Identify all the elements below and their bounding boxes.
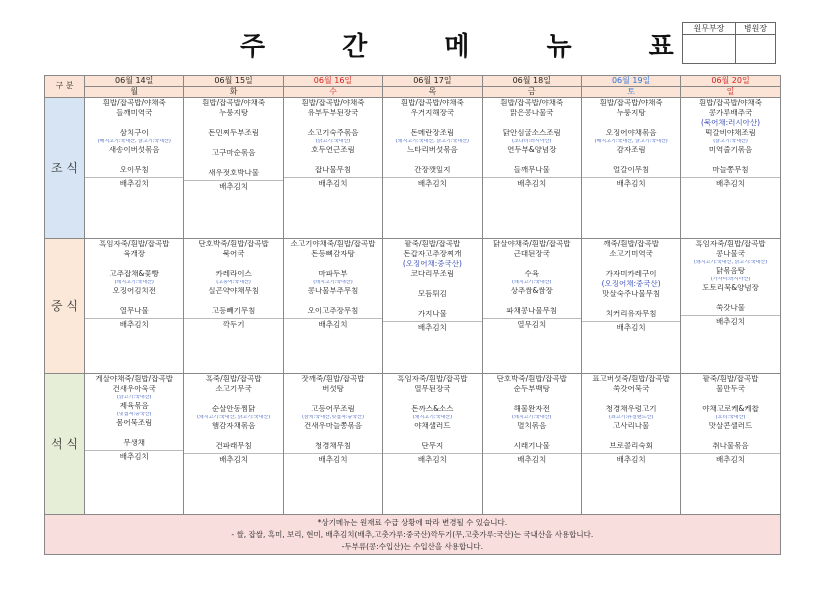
menu-item: 마파두부: [318, 270, 348, 278]
origin-note: (돼지고기:국내산, 닭고기:국내산): [196, 415, 271, 420]
menu-item: 누룽지탕: [616, 109, 646, 117]
origin-note: (돼지고기:국내산): [512, 415, 552, 420]
origin-note: (닭고기:국내산): [713, 139, 748, 144]
spacer: [582, 395, 680, 405]
kimchi-item: 배추김치: [85, 318, 183, 330]
menu-item: 팥죽/흰밥/잡곡밥: [404, 240, 461, 248]
menu-item: 가지나물: [417, 310, 447, 318]
menu-item: 고구마순볶음: [211, 149, 256, 157]
origin-note: (오징어채:중국산): [601, 280, 661, 288]
menu-item: 흑임자죽/흰밥/잡곡밥: [397, 375, 468, 383]
menu-item: 콩나물부추무침: [307, 287, 359, 295]
breakfast-menu-cell: [283, 98, 382, 239]
menu-item: 삼치구이: [119, 129, 149, 137]
menu-item: 돈등뼈감자탕: [311, 250, 355, 258]
kimchi-item: 배추김치: [284, 318, 382, 330]
spacer: [85, 429, 183, 439]
menu-item: 흑임자죽/흰밥/잡곡밥: [695, 240, 766, 248]
spacer: [681, 395, 779, 405]
gubun-header: 구 분: [45, 76, 85, 98]
lunch-menu-cell: [482, 239, 581, 374]
kimchi-item: 배추김치: [483, 177, 581, 189]
breakfast-menu-cell: [482, 98, 581, 239]
origin-note: (코다리:러시아산): [512, 139, 552, 144]
spacer: [483, 432, 581, 442]
spacer: [582, 119, 680, 129]
weekday-header: 월: [85, 87, 184, 98]
menu-item: 잣깨죽/흰밥/잡곡밥: [301, 375, 365, 383]
spacer: [483, 260, 581, 270]
menu-item: 마늘쫑무침: [712, 166, 749, 174]
menu-item: 고등빼기무침: [211, 307, 256, 315]
weekday-header: 일: [681, 87, 780, 98]
menu-item: 모듬튀김: [417, 290, 447, 298]
menu-item: 무생채: [123, 439, 146, 447]
menu-item: 건파래무침: [215, 442, 252, 450]
menu-item: 오징어야채볶음: [605, 129, 657, 137]
menu-item: 맛살콘샐러드: [708, 422, 753, 430]
menu-item: 열무나물: [119, 307, 149, 315]
date-header: 06월 15일: [184, 76, 283, 87]
menu-item: 닭살야채죽/흰밥/잡곡밥: [493, 240, 571, 248]
spacer: [681, 294, 779, 304]
kimchi-item: 배추김치: [85, 177, 183, 189]
menu-item: 흰밥/잡곡밥/야채죽: [400, 99, 464, 107]
date-header: 06월 19일: [581, 76, 680, 87]
approval-box: [682, 22, 776, 64]
spacer: [184, 297, 282, 307]
menu-item: 청경채무침: [314, 442, 352, 450]
spacer: [483, 119, 581, 129]
spacer: [184, 159, 282, 169]
origin-note: (해지고기:국내산, 닭고기:국내산): [594, 139, 668, 144]
menu-item: 멸치볶음: [517, 422, 547, 430]
menu-item: 떡갈비야채조림: [705, 129, 756, 137]
menu-item: 흰밥/잡곡밥/야채죽: [500, 99, 564, 107]
menu-item: 카레라이스: [215, 270, 252, 278]
weekday-header: 토: [581, 87, 680, 98]
date-header: 06월 20일: [681, 76, 780, 87]
menu-item: 콩가루배추국: [708, 109, 753, 117]
menu-item: 느타리버섯볶음: [407, 146, 458, 154]
origin-note: (오징어채:중국산): [402, 260, 462, 268]
spacer: [483, 395, 581, 405]
menu-item: 시래기나물: [513, 442, 550, 450]
origin-note: (쇠고기:뉴질랜드산): [609, 415, 654, 420]
spacer: [383, 300, 481, 310]
approval-sign-hospital-head: [735, 35, 775, 64]
spacer: [184, 395, 282, 405]
menu-item: 팥죽/흰밥/잡곡밥: [702, 375, 759, 383]
origin-note: (돼지고기:국내산): [512, 280, 552, 285]
menu-item: 고사리나물: [613, 422, 650, 430]
spacer: [184, 260, 282, 270]
menu-item: 돈까스&소스: [411, 405, 454, 413]
lunch-menu-cell: [383, 239, 482, 374]
menu-item: 치커리유자무침: [605, 310, 657, 318]
menu-item: 소고기미역국: [609, 250, 653, 258]
menu-item: 돈민찌두부조림: [208, 129, 259, 137]
dinner-menu-cell: [85, 374, 184, 515]
footer-note-2: - 쌀, 잡쌀, 흑미, 보리, 현미, 배추김치(배추,고춧가루:중국산)깍두기(무,고춧가루:국산)는 국내산을 사용합니다.: [231, 529, 594, 539]
meal-label-breakfast: 조 식: [45, 98, 85, 239]
dinner-menu-cell: [283, 374, 382, 515]
spacer: [85, 119, 183, 129]
menu-item: 실곤약야채무침: [208, 287, 259, 295]
kimchi-item: 배추김치: [383, 453, 481, 465]
menu-item: 육개장: [123, 250, 146, 258]
menu-item: 도토리묵&양념장: [702, 284, 759, 292]
menu-item: 돈갑자고추장찌개: [403, 250, 462, 258]
menu-item: 흰밥/잡곡밥/야채죽: [699, 99, 763, 107]
spacer: [582, 260, 680, 270]
spacer: [383, 432, 481, 442]
footer-note-1: *상기메뉴는 원재료 수급 상황에 따라 변경될 수 있습니다.: [317, 517, 508, 527]
weekday-header: 수: [283, 87, 382, 98]
breakfast-menu-cell: [581, 98, 680, 239]
spacer: [483, 297, 581, 307]
menu-item: 흰밥/잡곡밥/야채죽: [102, 99, 166, 107]
spacer: [383, 280, 481, 290]
menu-item: 고등어무조림: [311, 405, 355, 413]
breakfast-menu-cell: [383, 98, 482, 239]
menu-item: 연두부&양념장: [507, 146, 557, 154]
menu-item: 야채샐러드: [414, 422, 451, 430]
kimchi-item: 배추김치: [582, 177, 680, 189]
menu-item: 게살야채죽/흰밥/잡곡밥: [95, 375, 173, 383]
menu-item: 단무지: [421, 442, 444, 450]
menu-item: 쑥갓나물: [716, 304, 746, 312]
menu-item: 건새우아욱국: [112, 385, 156, 393]
menu-item: 호두연근조림: [311, 146, 355, 154]
dinner-menu-cell: [581, 374, 680, 515]
spacer: [284, 119, 382, 129]
menu-item: 누룽지탕: [219, 109, 249, 117]
menu-item: 취나물볶음: [712, 442, 749, 450]
date-header: 06월 18일: [482, 76, 581, 87]
menu-item: 들깨미역국: [116, 109, 153, 117]
spacer: [582, 300, 680, 310]
menu-item: 들깨무나물: [513, 166, 550, 174]
menu-item: 건새우마늘쫑볶음: [303, 422, 362, 430]
breakfast-menu-cell: [85, 98, 184, 239]
menu-item: 닭안심굴소스조림: [502, 129, 561, 137]
kimchi-item: 배추김치: [85, 450, 183, 462]
menu-item: 봄어묵조림: [116, 419, 153, 427]
menu-item: 콩나물국: [716, 250, 746, 258]
menu-item: 북어국: [222, 250, 245, 258]
origin-note: (돼지고기:국내산, 닭고기:국내산): [693, 260, 768, 265]
menu-item: 햄감자채볶음: [211, 422, 256, 430]
kimchi-item: 배추김치: [582, 321, 680, 333]
menu-item: 수육: [524, 270, 539, 278]
menu-item: 소고기야채죽/흰밥/잡곡밥: [290, 240, 376, 248]
menu-item: 잡나물무침: [314, 166, 352, 174]
menu-item: 닭볶음탕: [716, 267, 746, 275]
menu-item: 얼갈이무침: [613, 166, 650, 174]
menu-item: 흰밥/잡곡밥/야채죽: [599, 99, 663, 107]
origin-note: (돼지고기:국내산): [313, 280, 353, 285]
lunch-menu-cell: [681, 239, 780, 374]
spacer: [681, 156, 779, 166]
weekday-header: 금: [482, 87, 581, 98]
spacer: [184, 432, 282, 442]
menu-item: 간장깻잎지: [414, 166, 451, 174]
breakfast-menu-cell: [681, 98, 780, 239]
meal-label-dinner: 석 식: [45, 374, 85, 515]
dinner-menu-cell: [184, 374, 283, 515]
date-header: 06월 16일: [283, 76, 382, 87]
weekday-header: 화: [184, 87, 283, 98]
menu-item: 오이무침: [119, 166, 149, 174]
spacer: [184, 119, 282, 129]
origin-note: (돼지고기:국내산): [412, 415, 453, 420]
spacer: [284, 156, 382, 166]
kimchi-item: 열무김치: [483, 318, 581, 330]
origin-note: (해지고기:국내산, 닭고기:국내산): [97, 139, 171, 144]
page-title: 주 간 메 뉴 표: [240, 32, 708, 62]
spacer: [383, 156, 481, 166]
spacer: [184, 139, 282, 149]
spacer: [582, 156, 680, 166]
kimchi-item: 배추김치: [184, 180, 282, 192]
weekday-header: 목: [383, 87, 482, 98]
breakfast-menu-cell: [184, 98, 283, 239]
spacer: [383, 119, 481, 129]
menu-item: 흰밥/잡곡밥/야채죽: [202, 99, 266, 107]
origin-note: (빗접져:중국산): [116, 412, 152, 417]
lunch-menu-cell: [184, 239, 283, 374]
menu-item: 표고버섯죽/흰밥/잡곡밥: [592, 375, 670, 383]
menu-item: 흰밥/잡곡밥/야채죽: [301, 99, 365, 107]
menu-item: 순살안동찜닭: [211, 405, 256, 413]
menu-item: 감자조림: [616, 146, 646, 154]
kimchi-item: 배추김치: [681, 453, 779, 465]
kimchi-item: 배추김치: [681, 315, 779, 327]
menu-item: 맛살숙주나물무침: [602, 290, 661, 298]
menu-item: 단호박죽/흰밥/잡곡밥: [198, 240, 269, 248]
menu-item: 맑은콩나물국: [510, 109, 554, 117]
kimchi-item: 배추김치: [681, 177, 779, 189]
menu-item: 야채고로케&케찹: [702, 405, 759, 413]
menu-item: 깨죽/흰밥/잡곡밥: [603, 240, 660, 248]
menu-item: 브로콜리숙회: [609, 442, 653, 450]
menu-item: 새우젓호박나물: [208, 169, 259, 177]
spacer: [284, 395, 382, 405]
kimchi-item: 배추김치: [284, 453, 382, 465]
weekly-menu-table: [44, 75, 781, 555]
dinner-menu-cell: [681, 374, 780, 515]
meal-label-lunch: 중 식: [45, 239, 85, 374]
spacer: [383, 395, 481, 405]
origin-note: (고등어:국내산): [216, 280, 251, 285]
menu-item: 미역줄기볶음: [708, 146, 753, 154]
menu-item: 제육볶음: [119, 402, 149, 410]
spacer: [483, 156, 581, 166]
kimchi-item: 배추김치: [582, 453, 680, 465]
spacer: [85, 156, 183, 166]
kimchi-item: 배추김치: [383, 177, 481, 189]
origin-note: (닭고기:국내산): [315, 139, 351, 144]
menu-item: 돈메란장조림: [410, 129, 455, 137]
origin-note: (삼치:국내산,빗접져:중국산): [301, 415, 364, 420]
dinner-menu-cell: [383, 374, 482, 515]
kimchi-item: 배추김치: [284, 177, 382, 189]
date-header: 06월 17일: [383, 76, 482, 87]
lunch-menu-cell: [581, 239, 680, 374]
origin-note: (가자미:러시아산): [710, 277, 751, 282]
menu-item: 오이고추장무침: [307, 307, 359, 315]
menu-item: 열무된장국: [414, 385, 451, 393]
menu-item: 코다리무조림: [410, 270, 455, 278]
dinner-menu-cell: [482, 374, 581, 515]
origin-note: (돼지고기:국내산, 닭고기:국내산): [395, 139, 469, 144]
spacer: [681, 432, 779, 442]
approval-label-hospital-head: 병원장: [735, 23, 775, 35]
menu-item: 흑임자죽/흰밥/잡곡밥: [99, 240, 170, 248]
origin-note: (돼지고기:국내산): [114, 280, 154, 285]
spacer: [85, 260, 183, 270]
menu-item: 순두부백탕: [513, 385, 550, 393]
footer-note-3: -두부류(콩:수입산)는 수입산을 사용합니다.: [341, 541, 484, 551]
menu-item: 고추잡채&꽃빵: [109, 270, 159, 278]
lunch-menu-cell: [85, 239, 184, 374]
menu-item: 소고기숙주볶음: [307, 129, 359, 137]
menu-item: 근대된장국: [513, 250, 550, 258]
kimchi-item: 배추김치: [383, 321, 481, 333]
menu-item: 단호박죽/흰밥/잡곡밥: [496, 375, 567, 383]
approval-label-director: 원무부장: [683, 23, 736, 35]
kimchi-item: 배추김치: [483, 453, 581, 465]
approval-sign-director: [683, 35, 736, 64]
kimchi-item: 깍두기: [184, 318, 282, 330]
menu-item: 오징어김치전: [112, 287, 156, 295]
menu-item: 상추쌈&쌈장: [510, 287, 553, 295]
menu-item: 유부두부된장국: [307, 109, 359, 117]
menu-item: 쑥갓어묵국: [613, 385, 650, 393]
footer-notes: [45, 515, 781, 555]
menu-item: 해물완자전: [513, 405, 550, 413]
spacer: [284, 260, 382, 270]
menu-item: 파채콩나물무침: [506, 307, 558, 315]
menu-item: 물만두국: [716, 385, 746, 393]
menu-item: 청경채우렁고기: [605, 405, 657, 413]
lunch-menu-cell: [283, 239, 382, 374]
origin-note: (오리:국내산): [715, 415, 746, 420]
spacer: [284, 432, 382, 442]
menu-item: 흑죽/흰밥/잡곡밥: [205, 375, 262, 383]
menu-item: 가자미카레구이: [605, 270, 657, 278]
menu-item: 소고기무국: [215, 385, 252, 393]
kimchi-item: 배추김치: [184, 453, 282, 465]
spacer: [85, 297, 183, 307]
spacer: [582, 432, 680, 442]
menu-item: 우거지해장국: [410, 109, 455, 117]
spacer: [284, 297, 382, 307]
date-header: 06월 14일: [85, 76, 184, 87]
origin-note: (닭고기:국내산): [116, 395, 152, 400]
menu-item: 버섯탕: [322, 385, 344, 393]
origin-note: (북어채:러시아산): [700, 119, 761, 127]
menu-item: 새송이버섯볶음: [108, 146, 160, 154]
